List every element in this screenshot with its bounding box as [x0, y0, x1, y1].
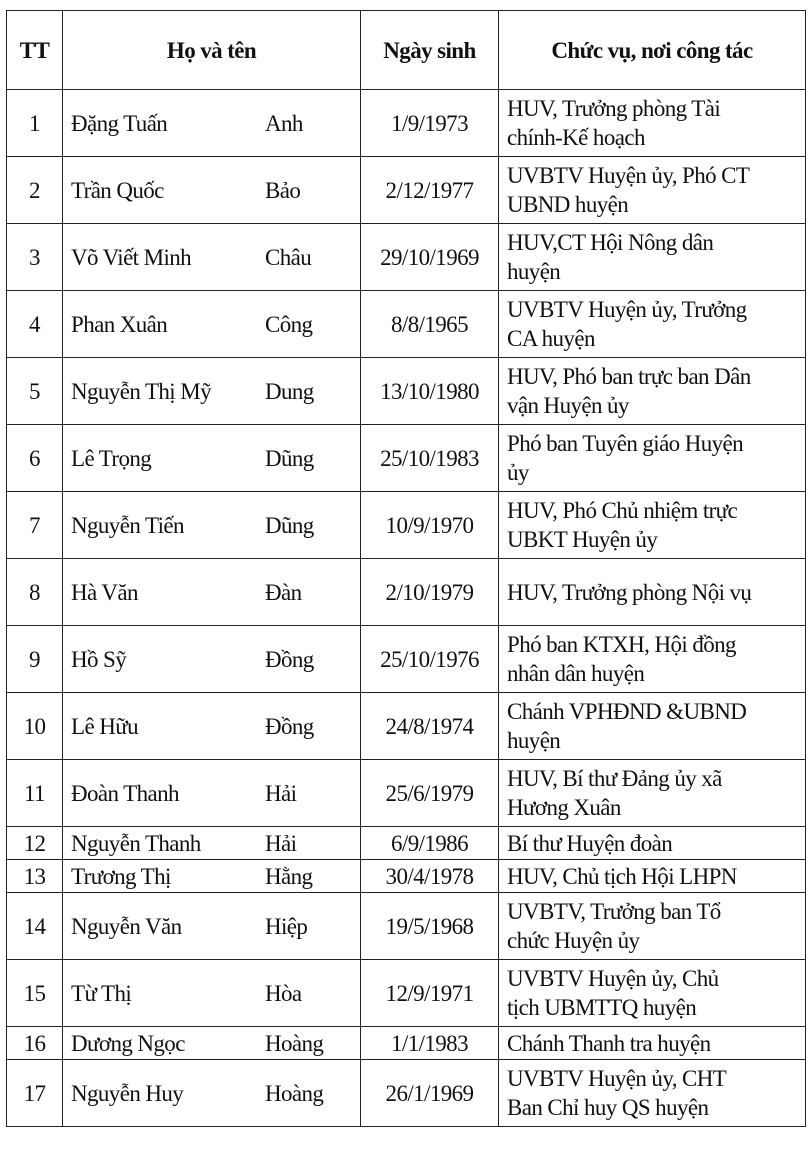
- table-row: [7, 626, 806, 693]
- last-middle-name: Phan Xuân: [71, 311, 168, 337]
- table-row: [7, 827, 806, 860]
- date-of-birth: 13/10/1980: [361, 358, 499, 425]
- position-workplace: HUV,CT Hội Nông dân huyện: [499, 224, 806, 291]
- row-number: 17: [7, 1060, 63, 1127]
- date-of-birth: 8/8/1965: [361, 291, 499, 358]
- row-number: 2: [7, 157, 63, 224]
- row-number: 3: [7, 224, 63, 291]
- last-middle-name: Hồ Sỹ: [71, 646, 127, 672]
- table-row: [7, 224, 806, 291]
- given-name: Đồng: [265, 646, 314, 672]
- date-of-birth: 25/10/1983: [361, 425, 499, 492]
- given-name: Hòa: [265, 980, 302, 1006]
- table-row: [7, 291, 806, 358]
- given-name: Công: [265, 311, 313, 337]
- header-row: [7, 11, 806, 90]
- table-row: [7, 760, 806, 827]
- date-of-birth: 26/1/1969: [361, 1060, 499, 1127]
- row-number: 13: [7, 860, 63, 893]
- table-row: [7, 860, 806, 893]
- position-workplace: HUV, Trưởng phòng Tài chính-Kế hoạch: [499, 90, 806, 157]
- date-of-birth: 2/10/1979: [361, 559, 499, 626]
- table-body: [7, 90, 806, 1127]
- last-middle-name: Hà Văn: [71, 579, 138, 605]
- position-workplace: UVBTV Huyện ủy, CHT Ban Chỉ huy QS huyện: [499, 1060, 806, 1127]
- table-row: [7, 358, 806, 425]
- date-of-birth: 30/4/1978: [361, 860, 499, 893]
- table-row: [7, 425, 806, 492]
- given-name: Dũng: [265, 445, 314, 471]
- header-dob: Ngày sinh: [361, 11, 499, 90]
- given-name: Anh: [265, 110, 303, 136]
- row-number: 8: [7, 559, 63, 626]
- position-workplace: HUV, Bí thư Đảng ủy xã Hương Xuân: [499, 760, 806, 827]
- table-row: [7, 157, 806, 224]
- last-middle-name: Trương Thị: [71, 863, 171, 889]
- date-of-birth: 6/9/1986: [361, 827, 499, 860]
- last-middle-name: Lê Hữu: [71, 713, 138, 739]
- position-workplace: HUV, Phó ban trực ban Dân vận Huyện ủy: [499, 358, 806, 425]
- full-name-cell: [63, 893, 361, 960]
- given-name: Hiệp: [265, 913, 308, 939]
- date-of-birth: 24/8/1974: [361, 693, 499, 760]
- position-workplace: UVBTV Huyện ủy, Trưởng CA huyện: [499, 291, 806, 358]
- row-number: 11: [7, 760, 63, 827]
- row-number: 7: [7, 492, 63, 559]
- date-of-birth: 19/5/1968: [361, 893, 499, 960]
- given-name: Đàn: [265, 579, 302, 605]
- table-row: [7, 960, 806, 1027]
- table-row: [7, 492, 806, 559]
- full-name-cell: [63, 425, 361, 492]
- last-middle-name: Dương Ngọc: [71, 1030, 185, 1056]
- given-name: Dung: [265, 378, 314, 404]
- position-workplace: HUV, Trưởng phòng Nội vụ: [499, 559, 806, 626]
- position-workplace: Phó ban Tuyên giáo Huyện ủy: [499, 425, 806, 492]
- given-name: Dũng: [265, 512, 314, 538]
- table-row: [7, 893, 806, 960]
- given-name: Hoàng: [265, 1030, 324, 1056]
- header-tt: TT: [7, 11, 63, 90]
- header-position: Chức vụ, nơi công tác: [499, 11, 806, 90]
- row-number: 9: [7, 626, 63, 693]
- last-middle-name: Trần Quốc: [71, 177, 164, 203]
- last-middle-name: Nguyễn Văn: [71, 913, 182, 939]
- header-name: Họ và tên: [63, 11, 361, 90]
- full-name-cell: [63, 291, 361, 358]
- row-number: 15: [7, 960, 63, 1027]
- row-number: 14: [7, 893, 63, 960]
- given-name: Hải: [265, 780, 297, 806]
- table-row: [7, 1027, 806, 1060]
- table-row: [7, 559, 806, 626]
- full-name-cell: [63, 1027, 361, 1060]
- full-name-cell: [63, 860, 361, 893]
- position-workplace: HUV, Chủ tịch Hội LHPN: [499, 860, 806, 893]
- full-name-cell: [63, 693, 361, 760]
- row-number: 10: [7, 693, 63, 760]
- given-name: Hoàng: [265, 1080, 324, 1106]
- full-name-cell: [63, 492, 361, 559]
- row-number: 6: [7, 425, 63, 492]
- last-middle-name: Nguyễn Thị Mỹ: [71, 378, 211, 404]
- row-number: 4: [7, 291, 63, 358]
- date-of-birth: 2/12/1977: [361, 157, 499, 224]
- table-row: [7, 1060, 806, 1127]
- row-number: 5: [7, 358, 63, 425]
- date-of-birth: 12/9/1971: [361, 960, 499, 1027]
- given-name: Bảo: [265, 177, 301, 203]
- date-of-birth: 1/9/1973: [361, 90, 499, 157]
- personnel-table: [6, 10, 806, 1127]
- row-number: 16: [7, 1027, 63, 1060]
- last-middle-name: Võ Viết Minh: [71, 244, 192, 270]
- full-name-cell: [63, 626, 361, 693]
- full-name-cell: [63, 224, 361, 291]
- given-name: Đồng: [265, 713, 314, 739]
- row-number: 1: [7, 90, 63, 157]
- given-name: Châu: [265, 244, 312, 270]
- position-workplace: Bí thư Huyện đoàn: [499, 827, 806, 860]
- date-of-birth: 25/6/1979: [361, 760, 499, 827]
- full-name-cell: [63, 157, 361, 224]
- date-of-birth: 29/10/1969: [361, 224, 499, 291]
- last-middle-name: Lê Trọng: [71, 445, 152, 471]
- full-name-cell: [63, 1060, 361, 1127]
- position-workplace: HUV, Phó Chủ nhiệm trực UBKT Huyện ủy: [499, 492, 806, 559]
- position-workplace: UVBTV Huyện ủy, Phó CT UBND huyện: [499, 157, 806, 224]
- row-number: 12: [7, 827, 63, 860]
- last-middle-name: Nguyễn Huy: [71, 1080, 184, 1106]
- given-name: Hằng: [265, 863, 313, 889]
- last-middle-name: Từ Thị: [71, 980, 132, 1006]
- date-of-birth: 25/10/1976: [361, 626, 499, 693]
- date-of-birth: 10/9/1970: [361, 492, 499, 559]
- table-row: [7, 693, 806, 760]
- full-name-cell: [63, 760, 361, 827]
- given-name: Hải: [265, 830, 297, 856]
- position-workplace: UVBTV Huyện ủy, Chủ tịch UBMTTQ huyện: [499, 960, 806, 1027]
- full-name-cell: [63, 90, 361, 157]
- date-of-birth: 1/1/1983: [361, 1027, 499, 1060]
- position-workplace: Chánh Thanh tra huyện: [499, 1027, 806, 1060]
- full-name-cell: [63, 358, 361, 425]
- last-middle-name: Đặng Tuấn: [71, 110, 168, 136]
- full-name-cell: [63, 960, 361, 1027]
- full-name-cell: [63, 559, 361, 626]
- last-middle-name: Đoàn Thanh: [71, 780, 179, 806]
- full-name-cell: [63, 827, 361, 860]
- last-middle-name: Nguyễn Tiến: [71, 512, 184, 538]
- table-row: [7, 90, 806, 157]
- position-workplace: Chánh VPHĐND &UBND huyện: [499, 693, 806, 760]
- last-middle-name: Nguyễn Thanh: [71, 830, 201, 856]
- position-workplace: UVBTV, Trưởng ban Tổ chức Huyện ủy: [499, 893, 806, 960]
- position-workplace: Phó ban KTXH, Hội đồng nhân dân huyện: [499, 626, 806, 693]
